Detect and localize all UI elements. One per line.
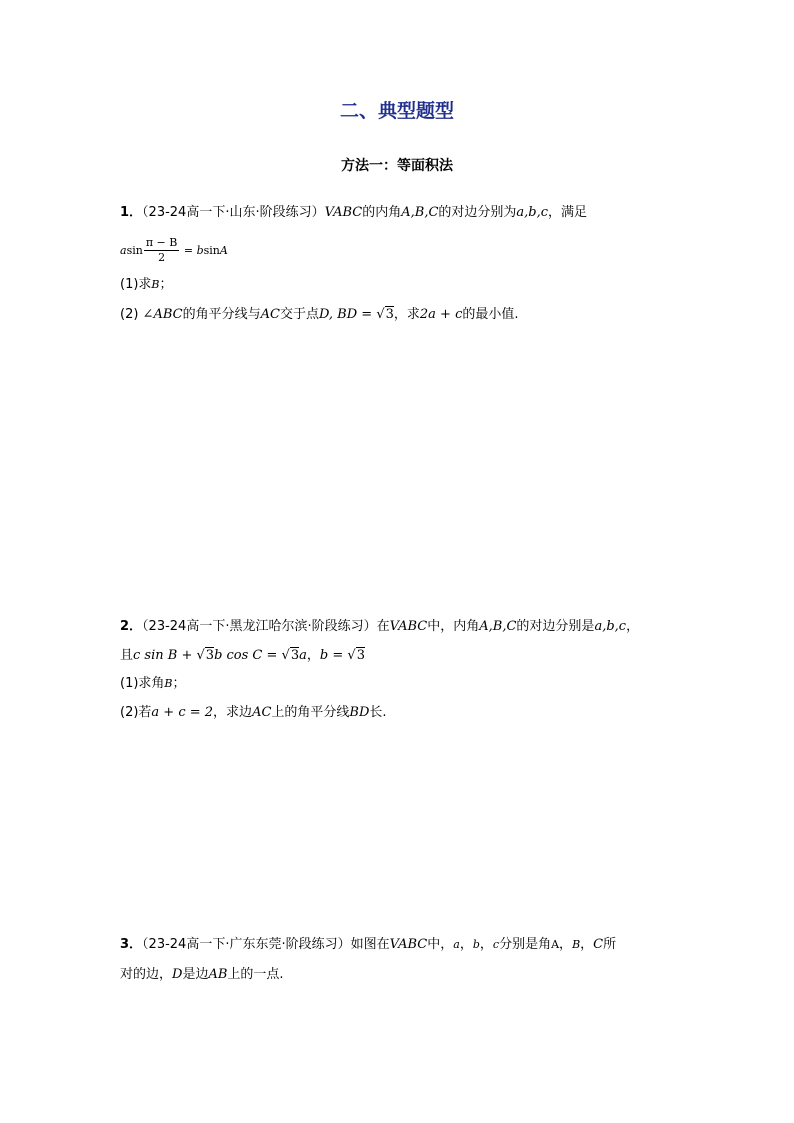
text: 如图在 bbox=[350, 937, 390, 952]
math: C bbox=[593, 937, 604, 952]
math: a,b,c bbox=[594, 619, 627, 634]
math: B bbox=[572, 938, 581, 951]
math: AC bbox=[260, 307, 280, 322]
sqrt-sign: √ bbox=[347, 648, 356, 663]
math: sin bbox=[203, 244, 220, 257]
math: 3 bbox=[205, 648, 215, 663]
problem-2-question-1 bbox=[120, 674, 186, 694]
math: D bbox=[172, 967, 183, 982]
text: 在 bbox=[376, 619, 390, 634]
problem-3-source: （23-24高一下·广东东莞·阶段练习） bbox=[142, 937, 351, 952]
text: 的对边分别为 bbox=[438, 205, 517, 220]
page-title: 二、典型题型 bbox=[339, 100, 454, 122]
math: AB bbox=[208, 967, 228, 982]
math: a bbox=[453, 938, 460, 951]
math: B bbox=[164, 677, 173, 690]
math: a bbox=[120, 244, 127, 257]
math: A bbox=[219, 244, 228, 257]
problem-3-stem bbox=[120, 935, 616, 955]
problem-3-stem-line-2 bbox=[120, 965, 284, 985]
text: 长. bbox=[369, 705, 387, 720]
problem-1-source: （23-24高一下·山东·阶段练习） bbox=[142, 205, 325, 220]
math: A,B,C bbox=[479, 619, 517, 634]
fraction bbox=[144, 236, 180, 265]
math: 3 bbox=[385, 307, 394, 322]
text: 上的一点. bbox=[227, 967, 284, 982]
text: 的对边分别是 bbox=[516, 619, 595, 634]
text: ， bbox=[626, 619, 640, 634]
text: ， bbox=[459, 937, 473, 952]
math: B bbox=[151, 278, 160, 291]
math: a + c = 2 bbox=[151, 705, 214, 720]
problem-1-question-2 bbox=[120, 305, 519, 325]
text: ，满足 bbox=[548, 205, 588, 220]
math: A,B,C bbox=[401, 205, 439, 220]
text: ，求 bbox=[393, 307, 420, 322]
math: 3 bbox=[356, 648, 365, 663]
text: 的最小值. bbox=[462, 307, 519, 322]
sqrt-sign: √ bbox=[281, 648, 290, 663]
text: ， bbox=[580, 937, 594, 952]
fraction-denominator: 2 bbox=[158, 251, 166, 264]
text: 所 bbox=[603, 937, 617, 952]
fraction-numerator: π − B bbox=[145, 236, 178, 249]
sqrt-sign: √ bbox=[376, 307, 385, 322]
math: 2a + c bbox=[419, 307, 463, 322]
text: 中，内角 bbox=[427, 619, 480, 634]
text: 的内角 bbox=[362, 205, 402, 220]
math: 3 bbox=[290, 648, 300, 663]
math: b bbox=[196, 244, 204, 257]
text: 上的角平分线 bbox=[271, 705, 350, 720]
math: = bbox=[180, 244, 197, 257]
math: b cos C = bbox=[214, 648, 282, 663]
text: 是边 bbox=[182, 967, 209, 982]
math: VABC bbox=[324, 205, 363, 220]
text: 交于点 bbox=[279, 307, 319, 322]
math: b bbox=[472, 938, 480, 951]
math: BD bbox=[349, 705, 370, 720]
math: a bbox=[299, 648, 307, 663]
sqrt-sign: √ bbox=[196, 648, 205, 663]
problem-2-condition bbox=[120, 646, 365, 666]
text: ， bbox=[479, 937, 493, 952]
math: A bbox=[551, 938, 560, 951]
problem-3-number: 3． bbox=[120, 937, 143, 952]
text: ； bbox=[172, 676, 186, 691]
text: 且 bbox=[120, 648, 134, 663]
math: c sin B + bbox=[133, 648, 197, 663]
text: 的角平分线与 bbox=[182, 307, 261, 322]
problem-1-number: 1． bbox=[120, 205, 143, 220]
text: (2)若 bbox=[120, 705, 152, 720]
problem-1-question-1 bbox=[120, 275, 173, 295]
text: 中， bbox=[427, 937, 454, 952]
problem-2-number: 2． bbox=[120, 619, 143, 634]
math: c bbox=[492, 938, 500, 951]
text: (1)求 bbox=[120, 277, 152, 292]
problem-2-stem bbox=[120, 617, 639, 637]
math: VABC bbox=[389, 937, 428, 952]
text: 分别是角 bbox=[499, 937, 552, 952]
math: AC bbox=[252, 705, 272, 720]
math: a,b,c bbox=[516, 205, 549, 220]
problem-1-equation bbox=[120, 236, 228, 265]
math: sin bbox=[126, 244, 143, 257]
text: ， bbox=[306, 648, 320, 663]
math: ∠ABC bbox=[142, 307, 183, 322]
math: D, BD = bbox=[318, 307, 377, 322]
text: 对的边， bbox=[120, 967, 173, 982]
text: ； bbox=[159, 277, 173, 292]
section-subtitle: 方法一：等面积法 bbox=[341, 158, 453, 174]
text: ， bbox=[559, 937, 573, 952]
problem-2-source: （23-24高一下·黑龙江哈尔滨·阶段练习） bbox=[142, 619, 377, 634]
text: (1)求角 bbox=[120, 676, 165, 691]
math: b = bbox=[319, 648, 348, 663]
problem-1-stem bbox=[120, 203, 587, 223]
text: ，求边 bbox=[213, 705, 253, 720]
text: (2) bbox=[120, 307, 143, 322]
problem-2-question-2 bbox=[120, 703, 387, 723]
math: VABC bbox=[389, 619, 428, 634]
